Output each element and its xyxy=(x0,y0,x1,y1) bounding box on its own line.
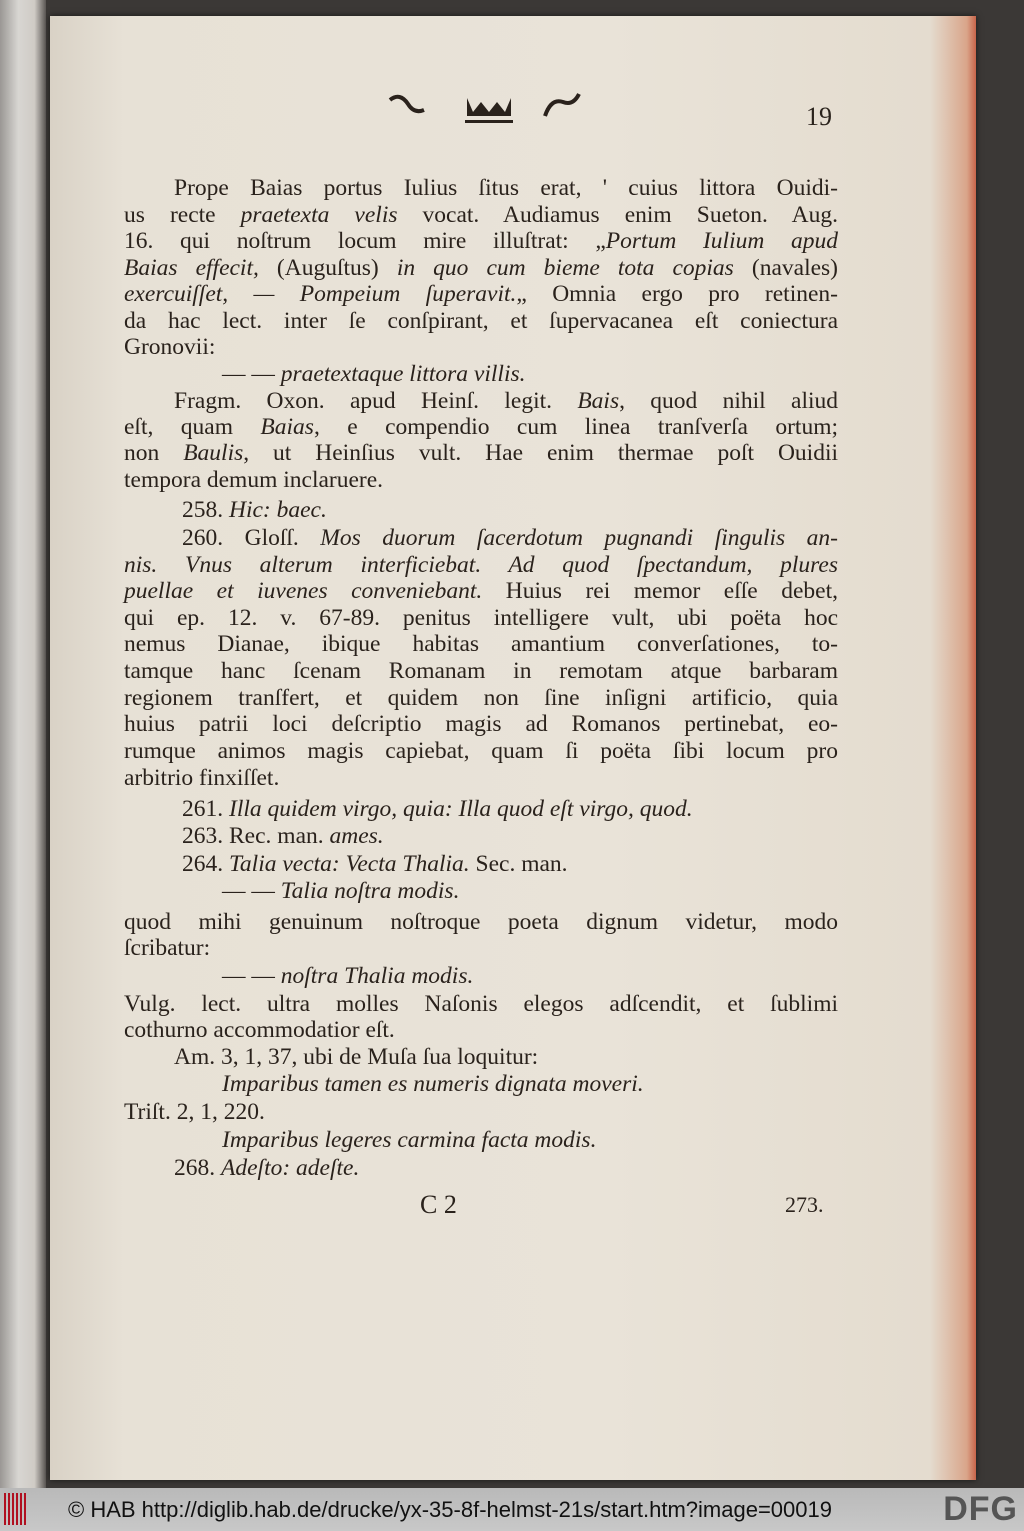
italic-text: Baulis xyxy=(183,440,244,466)
text-line xyxy=(222,1070,644,1098)
italic-text: Portum Iulium apud xyxy=(605,228,838,254)
copyright-url[interactable]: © HAB http://diglib.hab.de/drucke/yx-35-8f-helmst-21s/start.htm?image=00019 xyxy=(68,1497,832,1522)
footer-bar xyxy=(0,1488,1024,1531)
text-segment: , ut Heinſius vult. Hae enim thermae poſt Ouidii xyxy=(243,440,838,466)
text-line xyxy=(124,227,838,255)
text-segment: non xyxy=(124,440,184,466)
text-segment: (navales) xyxy=(733,255,839,281)
text-line xyxy=(124,764,279,792)
italic-text: Baias effecit, xyxy=(124,255,259,281)
text-segment: quod mihi genuinum noſtroque poeta dignum videtur, modo xyxy=(124,909,838,935)
text-line xyxy=(124,466,383,494)
italic-text: praetexta velis xyxy=(240,202,398,228)
italic-text: Talia noſtra modis. xyxy=(280,878,460,904)
italic-text: puellae et iuvenes conveniebant. xyxy=(124,578,483,604)
text-line xyxy=(182,822,384,850)
text-line xyxy=(124,307,838,335)
text-line xyxy=(222,962,473,990)
italic-text: Talia vecta: Vecta Thalia. xyxy=(229,851,470,877)
text-segment: cothurno accommodatior eſt. xyxy=(124,1017,395,1043)
italic-text: nis. Vnus alterum interficiebat. Ad quod ſpectandum, plures xyxy=(124,552,838,578)
text-segment: 16. qui noſtrum locum mire illuſtrat: „ xyxy=(124,228,606,254)
text-segment: Gronovii: xyxy=(124,334,216,360)
text-segment: vocat. Audiamus enim Sueton. Aug. xyxy=(397,202,838,228)
text-line xyxy=(124,439,838,467)
text-segment: — — xyxy=(222,878,281,904)
text-line xyxy=(174,174,838,202)
text-segment: , quod nihil aliud xyxy=(619,388,839,414)
text-line xyxy=(182,496,327,524)
text-segment: Prope Baias portus Iulius ſitus erat, ' cuius littora Ouidi- xyxy=(174,175,838,201)
text-line xyxy=(124,333,215,361)
italic-text: Imparibus tamen es numeris dignata moveri. xyxy=(222,1071,644,1097)
italic-text: praetextaque littora villis. xyxy=(280,361,526,387)
text-segment: regionem tranſfert, et quidem non ſine inſigni artificio, quia xyxy=(124,685,838,711)
text-segment: Triſt. 2, 1, 220. xyxy=(124,1099,265,1125)
text-segment: 261. xyxy=(182,796,229,822)
text-line xyxy=(124,280,838,308)
signature-mark: C 2 xyxy=(420,1190,457,1219)
italic-text: ames. xyxy=(329,823,384,849)
text-segment: huius patrii loci deſcriptio magis ad Romanos pertinebat, eo- xyxy=(124,711,838,737)
text-segment: — — xyxy=(222,963,281,989)
text-segment: us recte xyxy=(124,202,241,228)
text-segment: 263. Rec. man. xyxy=(182,823,330,849)
text-line xyxy=(124,908,838,936)
catchword: 273. xyxy=(785,1192,824,1217)
ornament-crown-icon xyxy=(385,88,585,128)
italic-text: Bais xyxy=(577,388,620,414)
text-line xyxy=(124,201,838,229)
text-line xyxy=(222,877,459,905)
text-segment: 268. xyxy=(174,1155,221,1181)
text-segment: 264. xyxy=(182,851,229,877)
text-line xyxy=(124,254,838,282)
text-segment: — — xyxy=(222,361,281,387)
dfg-logo: DFG xyxy=(943,1490,1018,1528)
text-line xyxy=(124,1016,395,1044)
text-line xyxy=(182,850,568,878)
text-segment: da hac lect. inter ſe conſpirant, et ſupervacanea eſt coniectura xyxy=(124,308,838,334)
text-line xyxy=(124,413,838,441)
text-line xyxy=(174,1154,359,1182)
italic-text: Imparibus legeres carmina facta modis. xyxy=(222,1127,597,1153)
text-line xyxy=(124,737,838,765)
text-segment: (Auguſtus) xyxy=(258,255,397,281)
text-segment: eſt, quam xyxy=(124,414,261,440)
text-segment: nemus Dianae, ibique habitas amantium converſationes, to- xyxy=(124,631,838,657)
book-page xyxy=(50,16,976,1480)
italic-text: Baias xyxy=(260,414,314,440)
text-segment: 260. Gloſſ. xyxy=(182,525,321,551)
italic-text: in quo cum bieme tota copias xyxy=(396,255,734,281)
text-line xyxy=(222,1126,596,1154)
text-line xyxy=(124,990,838,1018)
text-segment: arbitrio finxiſſet. xyxy=(124,765,280,791)
text-line xyxy=(182,524,838,552)
text-line xyxy=(124,577,838,605)
text-segment: Huius rei memor eſſe debet, xyxy=(482,578,838,604)
text-line xyxy=(174,387,838,415)
text-segment: 258. xyxy=(182,497,229,523)
italic-text: Adeſto: adeſte. xyxy=(221,1155,360,1181)
adjacent-page-edge xyxy=(0,0,46,1488)
text-segment: rumque animos magis capiebat, quam ſi poëta ſibi locum pro xyxy=(124,738,838,764)
italic-text: Illa quidem virgo, quia: Illa quod eſt virgo, quod. xyxy=(229,796,693,822)
text-segment: qui ep. 12. v. 67-89. penitus intelligere vult, ubi poëta hoc xyxy=(124,605,838,631)
italic-text: noſtra Thalia modis. xyxy=(280,963,474,989)
text-line xyxy=(124,551,838,579)
text-segment: „ Omnia ergo pro retinen- xyxy=(516,281,838,307)
text-line xyxy=(124,630,838,658)
text-segment: tamque hanc ſcenam Romanam in remotam atque barbaram xyxy=(124,658,838,684)
text-line xyxy=(222,360,526,388)
text-line xyxy=(174,1043,538,1071)
text-line xyxy=(124,684,838,712)
text-line xyxy=(182,795,693,823)
text-segment: Am. 3, 1, 37, ubi de Muſa ſua loquitur: xyxy=(174,1044,539,1070)
text-line xyxy=(124,1098,265,1126)
italic-text: Mos duorum ſacerdotum pugnandi ſingulis an- xyxy=(320,525,838,551)
text-segment: Sec. man. xyxy=(469,851,568,877)
text-line xyxy=(124,604,838,632)
text-line xyxy=(124,657,838,685)
text-segment: tempora demum inclaruere. xyxy=(124,467,384,493)
hab-logo-icon xyxy=(4,1493,28,1525)
text-segment: Vulg. lect. ultra molles Naſonis elegos adſcendit, et ſublimi xyxy=(124,991,838,1017)
text-line xyxy=(124,934,210,962)
text-segment: , e compendio cum linea tranſverſa ortum; xyxy=(313,414,839,440)
page-number: 19 xyxy=(806,102,832,131)
italic-text: Hic: baec. xyxy=(229,497,327,523)
text-segment: Fragm. Oxon. apud Heinſ. legit. xyxy=(174,388,578,414)
text-line xyxy=(124,710,838,738)
text-segment: ſcribatur: xyxy=(124,935,211,961)
italic-text: exercuiſſet, — Pompeium ſuperavit. xyxy=(124,281,517,307)
